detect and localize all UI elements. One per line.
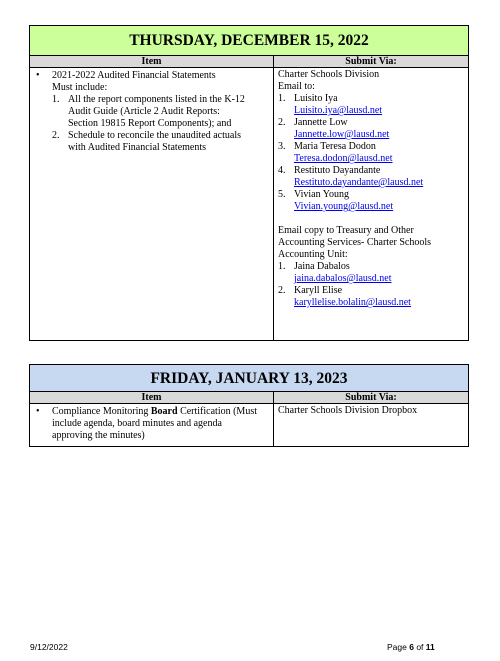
submit-column-header: Submit Via:: [345, 392, 397, 403]
submit-column-header: Submit Via:: [345, 56, 397, 67]
email-link[interactable]: Vivian.young@lausd.net: [294, 201, 394, 212]
deadline-table-dec-15: [29, 25, 469, 341]
list-item: 2. Schedule to reconcile the unaudited actuals with Audited Financial Statements: [52, 130, 241, 153]
copy-instructions: Email copy to Treasury and Other: [278, 225, 414, 236]
email-to-label: Email to:: [278, 81, 315, 92]
contact-name: Luisito Iya: [294, 93, 338, 104]
contact-item: 1. Luisito Iya: [278, 93, 338, 104]
table-row: [30, 68, 468, 340]
item-cell: • Compliance Monitoring Board Certification (Must include agenda, board minutes and agenda approving the minutes): [30, 404, 274, 446]
submit-cell: Charter Schools Division Email to: 1. Luisito Iya Luisito.iya@lausd.net 2. Jannette Low Jannette.low@lausd.net 3. Maria Teresa Dodon Teresa.dodon@lausd.net 4. Restituto Dayandante Restituto.dayandante@lausd.net 5. Vivian Young Vivian.young@lausd.net Email copy to Treasury and Other Accounting Services- Charter Schools Accounting Unit: 1. Jaina Dabalos jaina.dabalos@lausd.net 2. Karyll Elise karyllelise.bolalin@lausd.net: [274, 68, 468, 340]
contact-item: 2. Karyll Elise: [278, 285, 343, 296]
contact-name: Jannette Low: [294, 117, 348, 128]
item-cell: [30, 68, 274, 340]
division-name: Charter Schools Division: [278, 69, 380, 80]
item-text: Compliance Monitoring Board Certification (Must: [52, 406, 257, 417]
table-row: [30, 404, 468, 446]
contact-item: 3. Maria Teresa Dodon: [278, 141, 376, 152]
contact-name: Vivian Young: [294, 189, 349, 200]
email-link[interactable]: Luisito.iya@lausd.net: [294, 105, 383, 116]
item-title: 2021-2022 Audited Financial Statements: [52, 70, 216, 81]
must-include-label: Must include:: [52, 82, 108, 93]
email-link[interactable]: Teresa.dodon@lausd.net: [294, 153, 393, 164]
email-link[interactable]: Jannette.low@lausd.net: [294, 129, 390, 140]
table-header-row: [30, 392, 468, 404]
contact-name: Restituto Dayandante: [294, 165, 381, 176]
submit-cell: [274, 404, 468, 446]
contact-name: Jaina Dabalos: [294, 261, 350, 272]
email-link[interactable]: karyllelise.bolalin@lausd.net: [294, 297, 411, 308]
page-number: Page 6 of 11: [387, 642, 435, 652]
table-title: FRIDAY, JANUARY 13, 2023: [30, 365, 468, 392]
email-link[interactable]: Restituto.dayandante@lausd.net: [294, 177, 424, 188]
item-column-header: Item: [30, 56, 274, 67]
deadline-table-jan-13: [29, 364, 469, 447]
contact-item: 4. Restituto Dayandante: [278, 165, 381, 176]
table-title: THURSDAY, DECEMBER 15, 2022: [30, 26, 468, 56]
bullet-icon: •: [36, 70, 40, 81]
table-header-row: [30, 56, 468, 68]
list-item: 1. All the report components listed in the K-12 Audit Guide (Article 2 Audit Reports: Section 19815 Report Components); and: [52, 94, 245, 129]
email-link[interactable]: jaina.dabalos@lausd.net: [294, 273, 392, 284]
item-column-header: Item: [30, 392, 274, 403]
contact-name: Karyll Elise: [294, 285, 343, 296]
contact-item: 5. Vivian Young: [278, 189, 349, 200]
contact-name: Maria Teresa Dodon: [294, 141, 376, 152]
footer-date: 9/12/2022: [30, 642, 68, 652]
submit-method: Charter Schools Division Dropbox: [278, 405, 418, 416]
contact-item: 2. Jannette Low: [278, 117, 348, 128]
contact-item: 1. Jaina Dabalos: [278, 261, 350, 272]
bullet-icon: •: [36, 406, 40, 417]
